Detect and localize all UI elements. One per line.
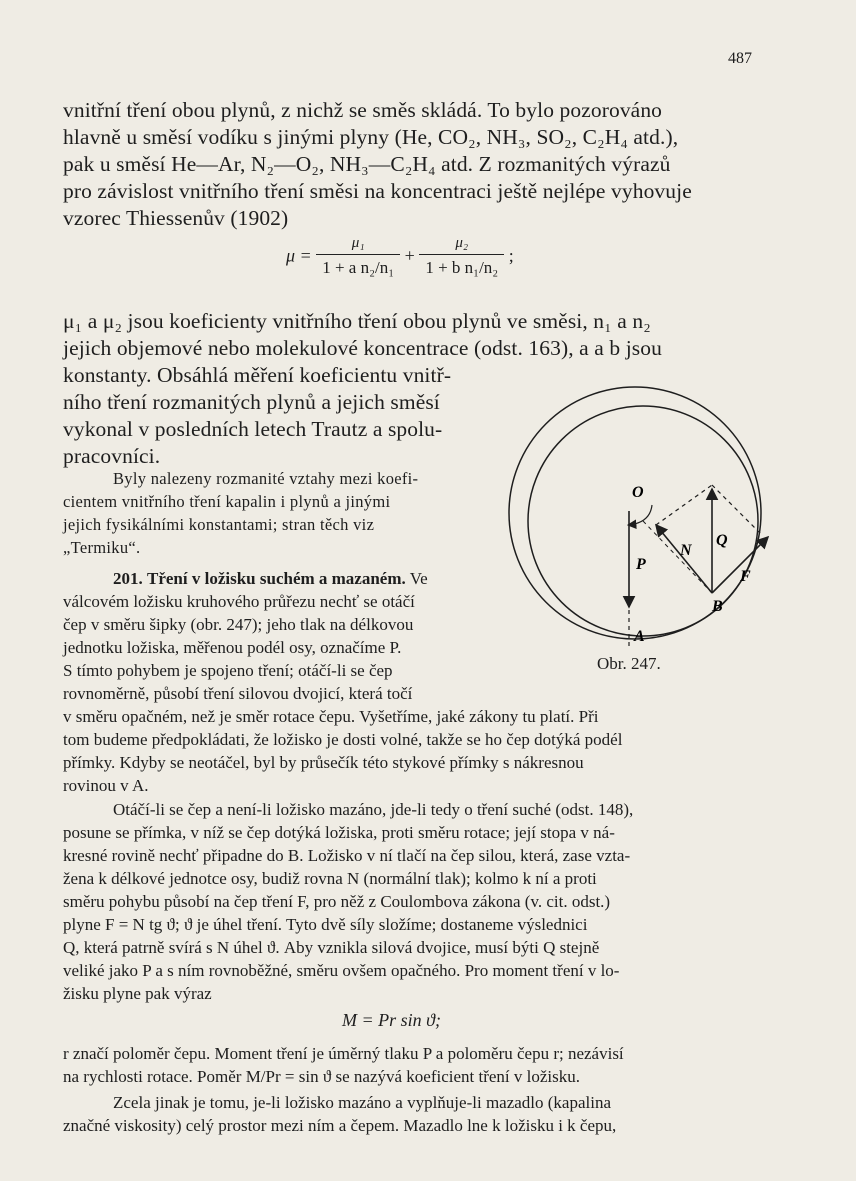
text-line: vzorec Thiessenův (1902) — [63, 206, 289, 230]
text-line: plyne F = N tg ϑ; ϑ je úhel tření. Tyto dvě síly složíme; dostaneme výslednici — [63, 915, 588, 934]
section-heading — [113, 568, 428, 591]
eq-lhs: μ = — [286, 245, 312, 266]
label-o: O — [632, 484, 644, 501]
text-line: tom budeme předpokládati, že ložisko je dosti volné, takže se ho čep dotýká podél — [63, 730, 623, 749]
text-fragment: Ve — [409, 569, 428, 588]
force-n-arrow — [656, 525, 712, 593]
text-line: směru pohybu působí na čep tření F, pro něž z Coulombova zákona (v. cit. odst.) — [63, 892, 611, 911]
fraction-2 — [419, 232, 504, 279]
text-line: žisku plyne pak výraz — [63, 984, 212, 1003]
text-line: čep v směru šipky (obr. 247); jeho tlak na délkovou — [63, 615, 414, 634]
text-line: pro závislost vnitřního tření směsi na koncentraci ještě nejlépe vyhovuje — [63, 179, 692, 203]
text-line: vnitřní tření obou plynů, z nichž se směs skládá. To bylo pozorováno — [63, 98, 663, 122]
text-line: hlavně u směsí vodíku s jinými plyny (He, CO₂, NH₃, SO₂, C₂H₄ atd.), — [63, 125, 679, 149]
text-line: přímky. Kdyby se neotáčel, byl by průsečík této stykové přímky s nákresnou — [63, 753, 584, 772]
text-line: pak u směsí He—Ar, N₂—O₂, NH₃—C₂H₄ atd. Z rozmanitých výrazů — [63, 152, 671, 176]
text-line: Otáčí-li se čep a není-li ložisko mazáno, jde-li tedy o tření suché (odst. 148), — [113, 800, 634, 819]
label-n: N — [680, 542, 692, 559]
text-line: vykonal v posledních letech Trautz a spolu- — [63, 417, 443, 441]
text-line: konstanty. Obsáhlá měření koeficientu vnitř- — [63, 363, 452, 387]
text-line: kresné rovině nechť připadne do B. Ložisko v ní tlačí na čep silou, která, zase vztа- — [63, 846, 631, 865]
text-line: žena k délkové jednotce osy, budiž rovna N (normální tlak); kolmo k ní a proti — [63, 869, 597, 888]
denominator-1: 1 + a n₂/n₁ — [322, 258, 395, 277]
denominator-2: 1 + b n₁/n₂ — [425, 258, 499, 277]
rotation-arrow — [628, 505, 652, 525]
section-title: Tření v ložisku suchém a mazaném. — [147, 569, 406, 588]
text-line: ního tření rozmanitých plynů a jejich směsí — [63, 390, 440, 414]
text-line: r značí poloměr čepu. Moment tření je úměrný tlaku P a poloměru čepu r; nezávisí — [63, 1044, 624, 1063]
text-line: rovinou v A. — [63, 776, 149, 795]
dashed-line — [656, 485, 712, 525]
text-line: na rychlosti rotace. Poměr M/Pr = sin ϑ se nazývá koeficient tření v ložisku. — [63, 1067, 581, 1086]
fraction-1 — [316, 232, 400, 279]
eq-end: ; — [508, 245, 514, 266]
text-line: válcovém ložisku kruhového průřezu nechť se otáčí — [63, 592, 415, 611]
label-q: Q — [716, 532, 728, 549]
text-line: značné viskosity) celý prostor mezi ním a čepem. Mazadlo lne k ložisku i k čepu, — [63, 1116, 617, 1135]
text-line: Zcela jinak je tomu, je-li ložisko mazáno a vyplňuje-li mazadlo (kapalina — [113, 1093, 612, 1112]
label-a: A — [634, 628, 645, 645]
figure-caption: Obr. 247. — [597, 654, 661, 673]
text-line: rovnoměrně, působí tření silovou dvojicí, která točí — [63, 684, 413, 703]
numerator-1: μ₁ — [316, 232, 400, 255]
text-line: „Termiku“. — [63, 538, 141, 557]
equation-thiessen — [286, 232, 514, 279]
text-line: jednotku ložiska, měřenou podél osy, označíme P. — [63, 638, 402, 657]
bearing-diagram — [500, 385, 790, 655]
text-line: cientem vnitřního tření kapalin i plynů a jinými — [63, 492, 391, 511]
label-f: F — [740, 568, 751, 585]
label-b: B — [712, 598, 723, 615]
text-line: v směru opačném, než je směr rotace čepu. Vyšetříme, jaké zákony tu platí. Při — [63, 707, 599, 726]
text-line: jejich objemové nebo molekulové koncentrace (odst. 163), a a b jsou — [63, 336, 662, 360]
section-number: 201. — [113, 569, 143, 588]
text-line: Q, která patrně svírá s N úhel ϑ. Aby vznikla silová dvojice, musí býti Q stejně — [63, 938, 600, 957]
page-number: 487 — [728, 50, 752, 67]
text-line: veliké jako P a s ním rovnoběžné, směru ovšem opačného. Pro moment tření v lo- — [63, 961, 620, 980]
text-line: Byly nalezeny rozmanité vztahy mezi koefi- — [113, 469, 419, 488]
text-line: μ₁ a μ₂ jsou koeficienty vnitřního tření obou plynů ve směsi, n₁ a n₂ — [63, 309, 651, 333]
dashed-radius — [643, 521, 712, 593]
label-p: P — [636, 556, 646, 573]
text-line: S tímto pohybem je spojeno tření; otáčí-li se čep — [63, 661, 393, 680]
text-line: jejich fysikálními konstantami; stran těch viz — [63, 515, 375, 534]
equation-moment: M = Pr sin ϑ; — [342, 1010, 441, 1030]
text-line: pracovníci. — [63, 444, 161, 468]
numerator-2: μ₂ — [419, 232, 504, 255]
eq-plus: + — [404, 245, 415, 266]
bearing-circle — [509, 387, 761, 639]
text-line: posune se přímka, v níž se čep dotýká ložiska, proti směru rotace; její stopa v ná- — [63, 823, 615, 842]
